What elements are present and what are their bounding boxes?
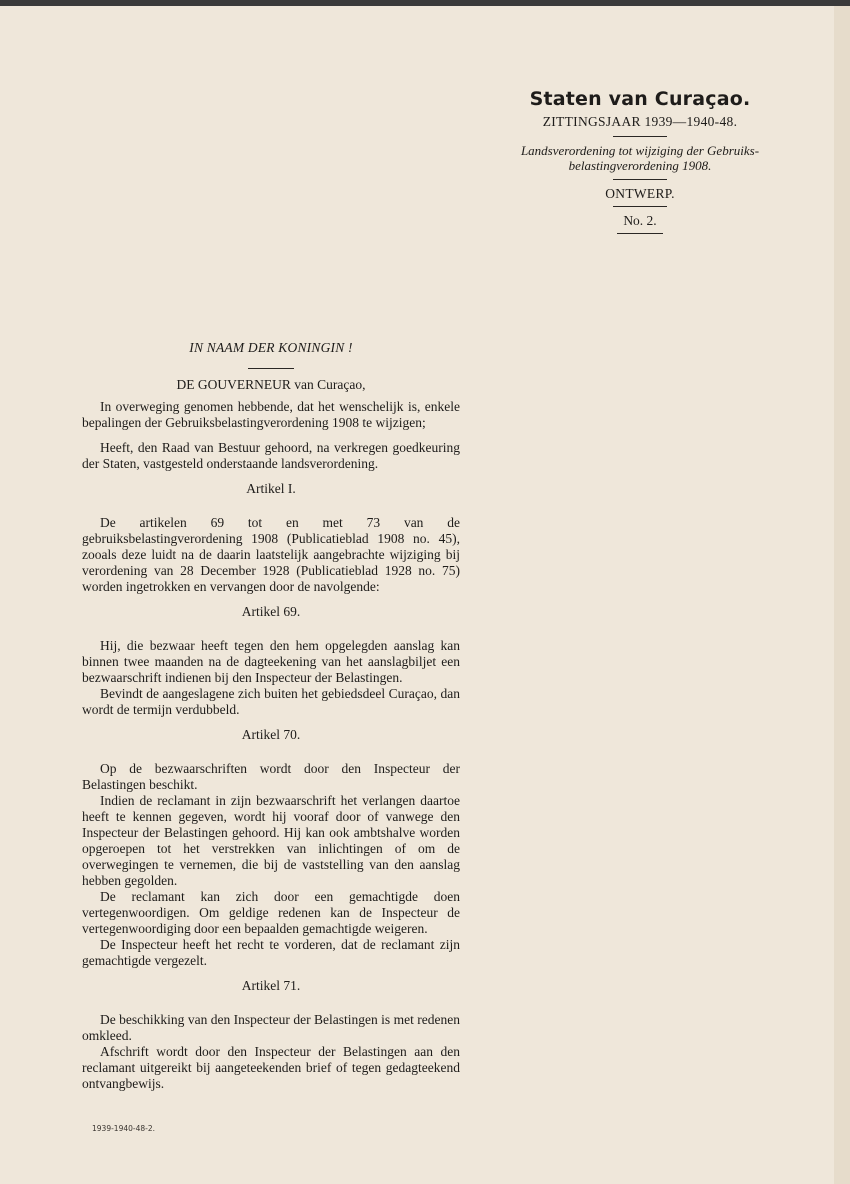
article-paragraph: Afschrift wordt door den Inspecteur der Belastingen aan den reclamant uitgereikt bij aangeteekenden brief of tegen gedagteekend ontvangbewijs. [82,1044,460,1091]
draft-label: ONTWERP. [605,186,675,201]
document-header [480,88,800,234]
divider [248,368,294,369]
document-subject [480,143,800,173]
page-edge [834,6,850,1184]
publisher-title: Staten van Curaçao. [529,88,751,110]
divider [613,206,667,207]
print-code: 1939-1940-48-2. [92,1124,155,1133]
consideration-paragraph: In overweging genomen hebbende, dat het wenschelijk is, enkele bepalingen der Gebruiksbelastingverordening 1908 te wijzigen; [82,399,460,430]
subject-line-1: Landsverordening tot wijziging der Gebruiks- [520,143,760,158]
article-heading: Artikel I. [246,481,296,496]
article-paragraph: De Inspecteur heeft het recht te vorderen, dat de reclamant zijn gemachtigde vergezelt. [82,937,460,968]
divider [617,233,663,234]
article-paragraph: Hij, die bezwaar heeft tegen den hem opgelegden aanslag kan binnen twee maanden na de dagteekening van het aanslagbiljet een bezwaarschrift indienen bij den Inspecteur der Belastingen. [82,638,460,685]
article-heading: Artikel 69. [241,604,301,619]
article-paragraph: Op de bezwaarschriften wordt door den Inspecteur der Belastingen beschikt. [82,761,460,792]
document-number: No. 2. [623,213,657,228]
article-heading: Artikel 71. [241,978,301,993]
article-paragraph: Indien de reclamant in zijn bezwaarschrift het verlangen daartoe heeft te kennen gegeven, wordt hij vooraf door of vanwege den Inspecteur der Belastingen gehoord. Hij kan ook ambtshalve worden opgeroepen tot het verstrekken van inlichtingen of om de overwegingen te vernemen, die bij de vaststelling van den aanslag hebben gegolden. [82,793,460,888]
governor-line: DE GOUVERNEUR van Curaçao, [176,377,366,392]
article-paragraph: De reclamant kan zich door een gemachtigde doen vertegenwoordigen. Om geldige redenen kan de Inspecteur de vertegenwoordiging door een bepaalden gemachtigde weigeren. [82,889,460,936]
decree-paragraph: Heeft, den Raad van Bestuur gehoord, na verkregen goedkeuring der Staten, vastgesteld onderstaande landsverordening. [82,440,460,471]
divider [613,179,667,180]
article-heading: Artikel 70. [241,727,301,742]
divider [613,136,667,137]
preamble: IN NAAM DER KONINGIN ! [189,340,353,355]
subject-line-2: belastingverordening 1908. [568,158,712,173]
article-paragraph: Bevindt de aangeslagene zich buiten het gebiedsdeel Curaçao, dan wordt de termijn verdubbeld. [82,686,460,717]
session-year: ZITTINGSJAAR 1939—1940-48. [542,114,738,129]
article-paragraph: De beschikking van den Inspecteur der Belastingen is met redenen omkleed. [82,1012,460,1043]
document-body [82,340,460,1092]
article-paragraph: De artikelen 69 tot en met 73 van de gebruiksbelastingverordening 1908 (Publicatieblad 1908 no. 45), zooals deze luidt na de daarin laatstelijk aangebrachte wijziging bij verordening van 28 December 1928 (Publicatieblad 1928 no. 75) worden ingetrokken en vervangen door de navolgende: [82,515,460,594]
